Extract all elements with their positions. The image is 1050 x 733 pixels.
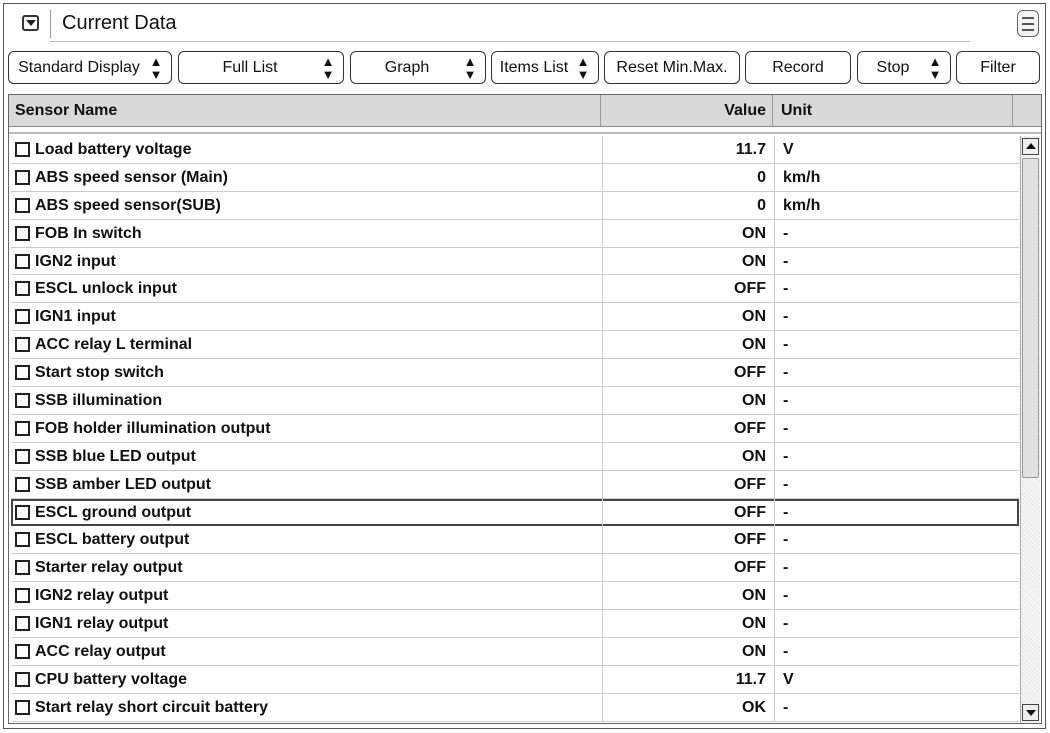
reset-min-max-button[interactable] — [604, 51, 740, 84]
row-checkbox[interactable] — [15, 226, 30, 241]
sensor-name: IGN1 relay output — [35, 615, 169, 633]
sensor-name: Start relay short circuit battery — [35, 698, 268, 716]
sensor-name-cell — [11, 415, 603, 442]
table-row[interactable] — [11, 275, 1019, 303]
sensor-unit: km/h — [783, 196, 821, 214]
table-row[interactable] — [11, 666, 1019, 694]
sensor-unit: V — [783, 670, 794, 688]
row-checkbox[interactable] — [15, 198, 30, 213]
items-list-select[interactable] — [491, 51, 599, 84]
sensor-value: 0 — [603, 164, 775, 191]
sensor-value: ON — [603, 220, 775, 247]
row-checkbox[interactable] — [15, 700, 30, 715]
header-sensor-name[interactable]: Sensor Name — [9, 95, 601, 126]
sensor-name: IGN2 relay output — [35, 587, 169, 605]
sensor-table — [8, 94, 1042, 724]
sensor-name: ESCL battery output — [35, 531, 190, 549]
sensor-value: OFF — [603, 415, 775, 442]
sensor-name: ABS speed sensor(SUB) — [35, 196, 221, 214]
sensor-name-cell — [11, 582, 603, 609]
header-gap — [9, 128, 1041, 134]
row-checkbox[interactable] — [15, 142, 30, 157]
row-checkbox[interactable] — [15, 532, 30, 547]
row-checkbox[interactable] — [15, 254, 30, 269]
title-divider — [50, 10, 51, 38]
sensor-unit: - — [783, 224, 789, 242]
table-row[interactable] — [11, 415, 1019, 443]
sensor-unit: km/h — [783, 168, 821, 186]
up-down-arrows-icon: ▲ ▼ — [149, 53, 163, 82]
sensor-name-cell — [11, 136, 603, 163]
sensor-name-cell — [11, 694, 603, 721]
sensor-name: ABS speed sensor (Main) — [35, 168, 228, 186]
filter-button[interactable] — [956, 51, 1040, 84]
table-row[interactable] — [11, 610, 1019, 638]
graph-label: Graph — [384, 58, 430, 76]
sensor-value: ON — [603, 387, 775, 414]
sensor-name-cell — [11, 220, 603, 247]
current-data-panel — [3, 3, 1046, 729]
sensor-name: Starter relay output — [35, 559, 183, 577]
table-header — [9, 95, 1041, 127]
standard-display-select[interactable] — [8, 51, 172, 84]
sensor-name-cell — [11, 499, 603, 526]
sensor-name-cell — [11, 471, 603, 498]
up-down-arrows-icon: ▲ ▼ — [321, 53, 335, 82]
sensor-name-cell — [11, 526, 603, 553]
sensor-value: ON — [603, 248, 775, 275]
sensor-value: OK — [603, 694, 775, 721]
vertical-scrollbar[interactable] — [1020, 136, 1040, 723]
sensor-name-cell — [11, 638, 603, 665]
table-row[interactable] — [11, 694, 1019, 722]
table-row[interactable] — [11, 164, 1019, 192]
reset-min-max-label: Reset Min.Max. — [616, 58, 728, 76]
row-checkbox[interactable] — [15, 309, 30, 324]
sensor-value: ON — [603, 443, 775, 470]
sensor-unit: - — [783, 587, 789, 605]
sensor-name-cell — [11, 610, 603, 637]
row-checkbox[interactable] — [15, 644, 30, 659]
table-row[interactable] — [11, 526, 1019, 554]
up-down-arrows-icon: ▲ ▼ — [463, 53, 477, 82]
scroll-down-arrow-icon[interactable] — [1022, 704, 1039, 721]
row-checkbox[interactable] — [15, 337, 30, 352]
scroll-up-arrow-icon[interactable] — [1022, 138, 1039, 155]
filter-label: Filter — [980, 58, 1016, 76]
sensor-value: OFF — [603, 554, 775, 581]
sensor-value: OFF — [603, 359, 775, 386]
table-row[interactable] — [11, 638, 1019, 666]
row-checkbox[interactable] — [15, 616, 30, 631]
sensor-name: ACC relay output — [35, 643, 166, 661]
row-checkbox[interactable] — [15, 672, 30, 687]
up-down-arrows-icon: ▲ ▼ — [928, 53, 942, 82]
sensor-name: ESCL unlock input — [35, 280, 177, 298]
sensor-name-cell — [11, 554, 603, 581]
sensor-name: FOB In switch — [35, 224, 142, 242]
header-value[interactable]: Value — [601, 95, 773, 126]
up-down-arrows-icon: ▲ ▼ — [576, 53, 590, 82]
sensor-name-cell — [11, 164, 603, 191]
full-list-select[interactable] — [178, 51, 344, 84]
sensor-unit: - — [783, 475, 789, 493]
sensor-value: OFF — [603, 471, 775, 498]
sensor-unit: - — [783, 336, 789, 354]
sensor-name: Load battery voltage — [35, 141, 192, 158]
sensor-unit: - — [783, 643, 789, 661]
title-underline — [50, 41, 970, 42]
sensor-value: OFF — [603, 526, 775, 553]
standard-display-label: Standard Display — [18, 58, 140, 76]
sensor-name: SSB illumination — [35, 392, 163, 410]
collapse-icon[interactable] — [22, 15, 39, 31]
sensor-name: ACC relay L terminal — [35, 336, 193, 354]
sensor-unit: - — [783, 447, 789, 465]
record-button[interactable] — [745, 51, 851, 84]
table-row[interactable] — [11, 359, 1019, 387]
scrollbar-thumb[interactable] — [1022, 158, 1039, 478]
table-row[interactable] — [11, 220, 1019, 248]
sensor-unit: - — [783, 503, 789, 521]
sensor-name: SSB amber LED output — [35, 475, 212, 493]
header-unit[interactable]: Unit — [773, 95, 1013, 126]
table-row[interactable] — [11, 303, 1019, 331]
table-row[interactable] — [11, 331, 1019, 359]
header-spacer — [1013, 95, 1041, 126]
table-row[interactable] — [11, 387, 1019, 415]
sensor-unit: - — [783, 252, 789, 270]
table-row[interactable] — [11, 136, 1019, 164]
sensor-name: Start stop switch — [35, 364, 164, 382]
sensor-unit: - — [783, 419, 789, 437]
row-checkbox[interactable] — [15, 281, 30, 296]
table-row[interactable] — [11, 554, 1019, 582]
sensor-name-cell — [11, 248, 603, 275]
sensor-name-cell — [11, 387, 603, 414]
sensor-name: CPU battery voltage — [35, 670, 188, 688]
table-row[interactable] — [11, 499, 1019, 527]
sensor-unit: V — [783, 141, 794, 158]
sensor-name: FOB holder illumination output — [35, 419, 271, 437]
sensor-unit: - — [783, 364, 789, 382]
sensor-name-cell — [11, 331, 603, 358]
sensor-unit: - — [783, 559, 789, 577]
sensor-value: ON — [603, 582, 775, 609]
title-bar — [4, 4, 1045, 42]
table-row[interactable] — [11, 471, 1019, 499]
sensor-name-cell — [11, 666, 603, 693]
row-checkbox[interactable] — [15, 449, 30, 464]
sensor-name-cell — [11, 275, 603, 302]
sensor-value: ON — [603, 331, 775, 358]
sensor-value: ON — [603, 303, 775, 330]
sensor-value: OFF — [603, 275, 775, 302]
sensor-name-cell — [11, 443, 603, 470]
sensor-unit: - — [783, 531, 789, 549]
sensor-name: IGN1 input — [35, 308, 116, 326]
sensor-name: SSB blue LED output — [35, 447, 196, 465]
row-checkbox[interactable] — [15, 560, 30, 575]
sensor-value: 11.7 — [603, 136, 775, 163]
row-checkbox[interactable] — [15, 170, 30, 185]
sensor-value: ON — [603, 638, 775, 665]
table-row[interactable] — [11, 443, 1019, 471]
sensor-value: OFF — [603, 499, 775, 526]
sensor-unit: - — [783, 615, 789, 633]
record-label: Record — [772, 58, 824, 76]
stop-select[interactable] — [857, 51, 951, 84]
sensor-unit: - — [783, 280, 789, 298]
sensor-name: ESCL ground output — [35, 503, 192, 521]
panel-title: Current Data — [62, 12, 177, 34]
sensor-value: 0 — [603, 192, 775, 219]
toolbar — [8, 51, 1042, 85]
sensor-name: IGN2 input — [35, 252, 116, 270]
full-list-label: Full List — [222, 58, 278, 76]
sensor-unit: - — [783, 698, 789, 716]
stop-label: Stop — [876, 58, 910, 76]
sensor-value: 11.7 — [603, 666, 775, 693]
sensor-name-cell — [11, 303, 603, 330]
row-checkbox[interactable] — [15, 588, 30, 603]
row-checkbox[interactable] — [15, 421, 30, 436]
sensor-name-cell — [11, 359, 603, 386]
sensor-unit: - — [783, 308, 789, 326]
table-row[interactable] — [11, 582, 1019, 610]
sensor-unit: - — [783, 392, 789, 410]
row-checkbox[interactable] — [15, 477, 30, 492]
table-row[interactable] — [11, 248, 1019, 276]
table-row[interactable] — [11, 192, 1019, 220]
table-body — [11, 136, 1019, 722]
row-checkbox[interactable] — [15, 393, 30, 408]
graph-select[interactable] — [350, 51, 486, 84]
items-list-label: Items List — [499, 58, 569, 76]
row-checkbox[interactable] — [15, 505, 30, 520]
panel-menu-icon[interactable] — [1017, 10, 1039, 37]
row-checkbox[interactable] — [15, 365, 30, 380]
sensor-name-cell — [11, 192, 603, 219]
sensor-value: ON — [603, 610, 775, 637]
